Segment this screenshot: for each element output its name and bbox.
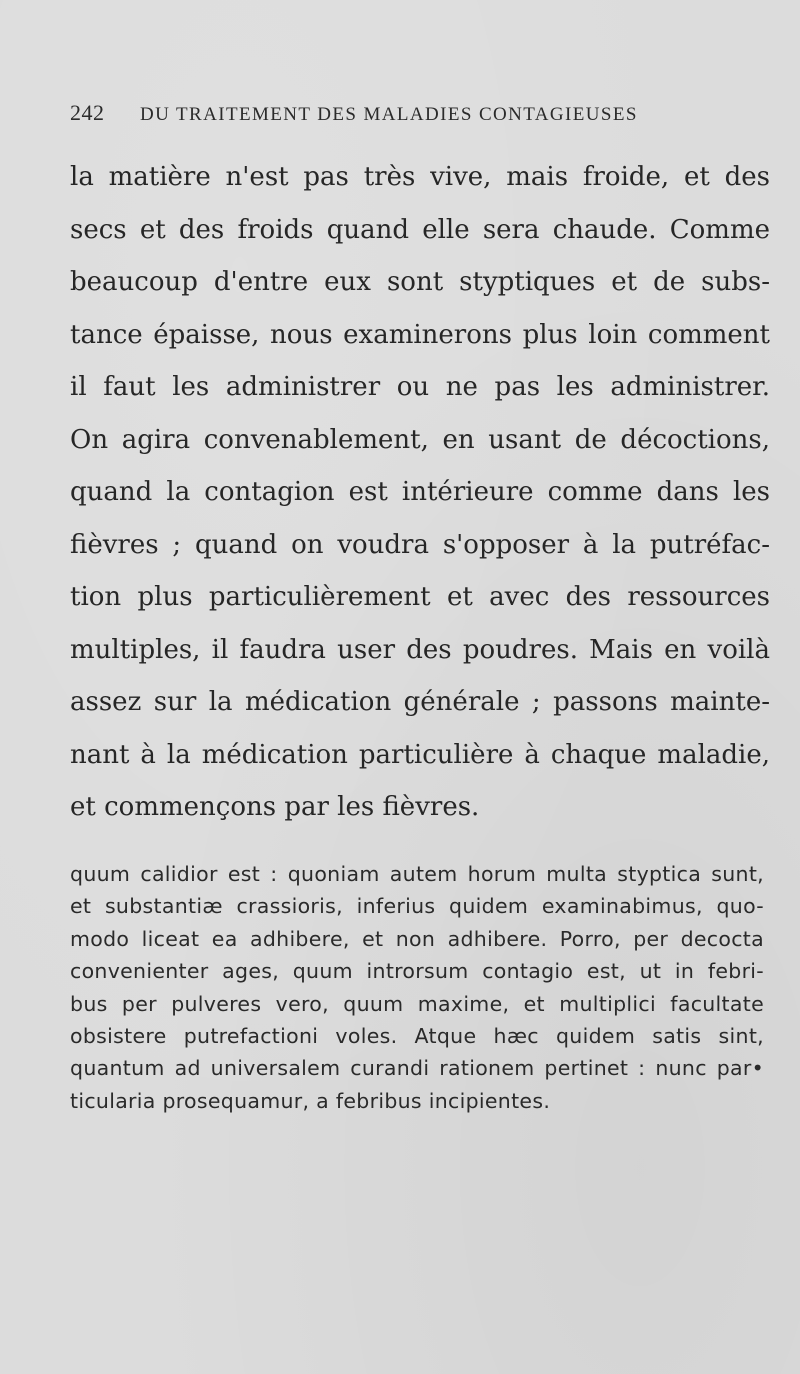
text-line: tance épaisse, nous examinerons plus loin comment <box>70 319 770 350</box>
text-line: multiples, il faudra user des poudres. Mais en voilà <box>70 634 770 665</box>
running-head <box>70 100 750 130</box>
text-line: modo liceat ea adhibere, et non adhibere. Porro, per decocta <box>70 926 764 951</box>
text-line: et substantiæ crassioris, inferius quidem examinabimus, quo- <box>70 894 764 919</box>
text-line: la matière n'est pas très vive, mais froide, et des <box>70 162 770 192</box>
text-line: bus per pulveres vero, quum maxime, et multiplici facultate <box>70 991 764 1016</box>
text-line: fièvres ; quand on voudra s'opposer à la putréfac- <box>70 529 770 560</box>
text-line: et commençons par les fièvres. <box>70 792 480 822</box>
text-line: beaucoup d'entre eux sont styptiques et de subs- <box>70 267 770 297</box>
running-title: DU TRAITEMENT DES MALADIES CONTAGIEUSES <box>140 104 638 125</box>
text-line: quand la contagion est intérieure comme dans les <box>70 477 770 507</box>
text-line: assez sur la médication générale ; passons mainte- <box>70 687 770 717</box>
text-line: secs et des froids quand elle sera chaude. Comme <box>70 214 770 245</box>
text-line: On agira convenablement, en usant de décoctions, <box>70 424 770 455</box>
text-line: ticularia prosequamur, a febribus incipientes. <box>70 1088 551 1113</box>
latin-original-text <box>70 858 764 1117</box>
text-line: obsistere putrefactioni voles. Atque hæc quidem satis sint, <box>70 1023 764 1048</box>
text-line: convenienter ages, quum introrsum contagio est, ut in febri- <box>70 959 764 984</box>
text-line: il faut les administrer ou ne pas les administrer. <box>70 372 770 402</box>
text-line: tion plus particulièrement et avec des ressources <box>70 582 770 612</box>
text-line: quum calidior est : quoniam autem horum multa styptica sunt, <box>70 862 764 886</box>
french-translation-text <box>70 151 770 834</box>
page-number: 242 <box>70 100 105 125</box>
text-line: quantum ad universalem curandi rationem pertinet : nunc par• <box>70 1056 764 1081</box>
text-line: nant à la médication particulière à chaque maladie, <box>70 739 770 770</box>
